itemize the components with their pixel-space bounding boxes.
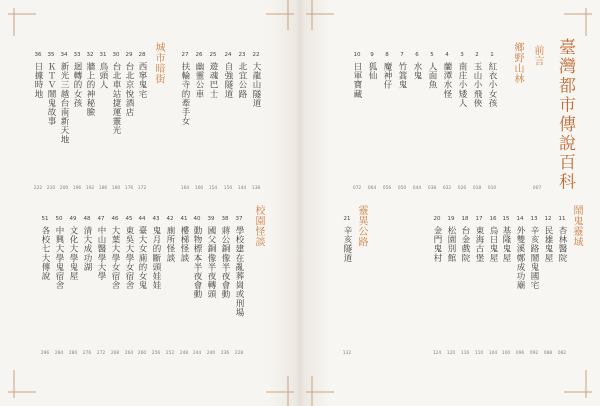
entry-page: 138: [251, 186, 261, 191]
entry-number: 30: [112, 52, 120, 58]
entry-page: 044: [412, 186, 422, 191]
entry-title: 辛亥隧道: [342, 226, 352, 263]
entry-page: 256: [151, 351, 161, 356]
entry-number: 14: [516, 216, 524, 222]
entry-number: 48: [83, 216, 91, 222]
entry-number: 49: [69, 216, 77, 222]
entry-title: 學校建在亂葬崗或刑場: [234, 226, 244, 317]
entry-page: 144: [237, 186, 247, 191]
entry-page: 104: [488, 351, 498, 356]
toc-entry: [190, 0, 204, 406]
entry-title: 烏日鬼屋: [488, 226, 498, 263]
entry-title: 西寧鬼宅: [137, 62, 147, 99]
toc-entry: [204, 0, 218, 406]
entry-title: 鬼月的斷頭娃娃: [151, 226, 161, 290]
entry-page: 264: [124, 351, 134, 356]
toc-entry: [232, 0, 246, 406]
toc-entry: [52, 0, 66, 406]
entry-number: 46: [111, 216, 119, 222]
entry-page: 082: [557, 351, 567, 356]
toc-entry: [472, 0, 486, 406]
entry-page: 240: [206, 351, 216, 356]
entry-title: 日據時地: [33, 62, 43, 99]
entry-page: 210: [46, 186, 56, 191]
entry-number: 42: [166, 216, 174, 222]
toc-entry: [108, 0, 122, 406]
entry-title: 臺大女廁的女鬼: [137, 226, 147, 290]
entry-title: 鳥頭人: [98, 62, 108, 90]
entry-page: 280: [68, 351, 78, 356]
entry-number: 15: [502, 216, 510, 222]
entry-title: 台北京悅酒店: [124, 62, 134, 117]
entry-page: 186: [98, 186, 108, 191]
toc-entry: [486, 0, 500, 406]
entry-number: 23: [238, 52, 246, 58]
entry-title: 南庄小矮人: [457, 62, 467, 108]
entry-title: 外雙溪鄭成功廟: [515, 226, 525, 290]
section-header: 鬧鬼靈域: [571, 205, 582, 247]
entry-title: 辛亥路鬧鬼國宅: [529, 226, 539, 290]
entry-title: 樓梯怪談: [179, 226, 189, 263]
entry-page: 116: [460, 351, 470, 356]
toc-entry: [395, 0, 409, 406]
toc-entry: [430, 0, 444, 406]
entry-number: 21: [343, 216, 351, 222]
entry-number: 50: [55, 216, 63, 222]
toc-entry: [458, 0, 472, 406]
entry-number: 35: [47, 52, 55, 58]
toc-entry: [38, 0, 52, 406]
toc-entry: [499, 0, 513, 406]
entry-number: 40: [193, 216, 201, 222]
entry-number: 9: [370, 52, 374, 58]
toc-entry: [555, 0, 569, 406]
entry-page: 200: [59, 186, 69, 191]
entry-title: 狐仙: [367, 62, 377, 81]
entry-title: 水鬼: [412, 62, 422, 81]
entry-page: 272: [96, 351, 106, 356]
entry-page: 284: [54, 351, 64, 356]
entry-page: 244: [192, 351, 202, 356]
toc-entry: [340, 0, 354, 406]
entry-number: 51: [41, 216, 49, 222]
entry-number: 39: [207, 216, 215, 222]
entry-number: 31: [99, 52, 107, 58]
entry-page: 038: [427, 186, 437, 191]
entry-page: 088: [543, 351, 553, 356]
entry-page: 092: [529, 351, 539, 356]
entry-title: 文化大學鬼屋: [68, 226, 78, 281]
entry-number: 27: [181, 52, 189, 58]
entry-page: 010: [487, 186, 497, 191]
entry-page: 154: [208, 186, 218, 191]
entry-page: 160: [194, 186, 204, 191]
section-header: 城市暗街: [153, 42, 164, 84]
entry-page: 072: [352, 186, 362, 191]
entry-page: 268: [110, 351, 120, 356]
entry-number: 5: [430, 52, 434, 58]
entry-number: 17: [475, 216, 483, 222]
entry-page: 248: [179, 351, 189, 356]
entry-title: 國父銅像半夜轉頭: [206, 226, 216, 299]
entry-number: 11: [558, 216, 566, 222]
section-header: 校園怪談: [253, 205, 264, 247]
entry-title: 紅衣小女孩: [487, 62, 497, 108]
entry-number: 13: [530, 216, 538, 222]
entry-page: 124: [432, 351, 442, 356]
entry-page: 192: [85, 186, 95, 191]
entry-number: 33: [73, 52, 81, 58]
entry-title: 清大成功湖: [82, 226, 92, 272]
entry-page: 056: [382, 186, 392, 191]
entry-title: 民雄鬼屋: [543, 226, 553, 263]
section-column: [354, 0, 368, 406]
entry-title: 日軍寶藏: [352, 62, 362, 99]
entry-number: 25: [209, 52, 217, 58]
entry-page: 228: [234, 351, 244, 356]
entry-number: 24: [224, 52, 232, 58]
entry-page: 064: [367, 186, 377, 191]
entry-number: 6: [415, 52, 419, 58]
entry-number: 7: [400, 52, 404, 58]
entry-page: 150: [223, 186, 233, 191]
entry-title: 杏林醫院: [557, 226, 567, 263]
entry-title: 松園別館: [446, 226, 456, 263]
entry-title: 動物標本半夜會動: [192, 226, 202, 299]
entry-number: 19: [447, 216, 455, 222]
entry-title: 迴轉的女孩: [72, 62, 82, 108]
entry-title: 各校七大傳說: [40, 226, 50, 281]
toc-entry: [122, 0, 136, 406]
entry-number: 22: [252, 52, 260, 58]
entry-number: 3: [460, 52, 464, 58]
entry-title: 台金戲院: [460, 226, 470, 263]
section-header: 靈異公路: [356, 205, 367, 247]
entry-number: 20: [433, 216, 441, 222]
toc-entry: [149, 0, 163, 406]
entry-page: 196: [72, 186, 82, 191]
entry-number: 41: [180, 216, 188, 222]
entry-number: 43: [152, 216, 160, 222]
entry-number: 2: [475, 52, 479, 58]
toc-entry: [66, 0, 80, 406]
toc-entry: [527, 0, 541, 406]
section-header: 鄉野山林: [512, 42, 523, 84]
toc-entry: [135, 0, 149, 406]
entry-number: 16: [489, 216, 497, 222]
toc-entry: [218, 0, 232, 406]
entry-page: 172: [137, 186, 147, 191]
entry-number: 26: [195, 52, 203, 58]
entry-number: 8: [385, 52, 389, 58]
entry-title: 大葉大學女宿舍: [110, 226, 120, 290]
entry-number: 12: [544, 216, 552, 222]
entry-title: 玉山小飛俠: [472, 62, 482, 108]
entry-number: 1: [490, 52, 494, 58]
entry-page: 296: [40, 351, 50, 356]
entry-page: 096: [515, 351, 525, 356]
entry-title: 幽靈公車: [194, 62, 204, 99]
entry-number: 34: [60, 52, 68, 58]
entry-title: 東吳大學女宿舍: [124, 226, 134, 290]
entry-title: 北宜公路: [237, 62, 247, 99]
entry-page: 026: [457, 186, 467, 191]
entry-page: 120: [446, 351, 456, 356]
entry-number: 18: [461, 216, 469, 222]
entry-number: 38: [221, 216, 229, 222]
entry-page: 252: [165, 351, 175, 356]
entry-page: 050: [397, 186, 407, 191]
entry-number: 28: [138, 52, 146, 58]
preface-title: 前言: [532, 45, 543, 66]
section-column: [569, 0, 583, 406]
entry-title: ＫＴＶ鬧鬼故事: [46, 62, 56, 126]
entry-page: 018: [472, 186, 482, 191]
entry-page: 222: [33, 186, 43, 191]
entry-title: 魔神仔: [382, 62, 392, 90]
entry-title: 新光三越台南新天地: [59, 62, 69, 144]
toc-entry: [410, 0, 424, 406]
entry-page: 276: [82, 351, 92, 356]
toc-entry: [80, 0, 94, 406]
toc-entry: [513, 0, 527, 406]
entry-title: 金門鬼村: [432, 226, 442, 263]
section-column: [251, 0, 265, 406]
entry-title: 基隆鬼屋: [501, 226, 511, 263]
entry-number: 37: [235, 216, 243, 222]
entry-page: 110: [474, 351, 484, 356]
entry-page: 164: [180, 186, 190, 191]
entry-title: 蔣公銅像半夜會動: [220, 226, 230, 299]
entry-title: 遊魂巴士: [208, 62, 218, 99]
entry-title: 中興大學鬼宿舍: [54, 226, 64, 290]
entry-page: 032: [442, 186, 452, 191]
entry-number: 29: [125, 52, 133, 58]
entry-number: 32: [86, 52, 94, 58]
toc-entry: [541, 0, 555, 406]
book-title: 臺灣都市傳說百科: [555, 38, 575, 192]
entry-page: 100: [501, 351, 511, 356]
entry-page: 176: [124, 186, 134, 191]
entry-title: 竹篙鬼: [397, 62, 407, 90]
entry-title: 扶輪寺的牽手女: [180, 62, 190, 126]
entry-number: 45: [125, 216, 133, 222]
entry-page: 260: [137, 351, 147, 356]
toc-entry: [163, 0, 177, 406]
entry-title: 台北車站捷運靈光: [111, 62, 121, 135]
entry-title: 東海古堡: [474, 226, 484, 263]
toc-entry: [177, 0, 191, 406]
entry-title: 廁所怪談: [165, 226, 175, 263]
entry-title: 牆上的神秘臉: [85, 62, 95, 117]
toc-entry: [380, 0, 394, 406]
entry-title: 蘭潭水怪: [442, 62, 452, 99]
entry-page: 180: [111, 186, 121, 191]
entry-title: 大龍山隧道: [251, 62, 261, 108]
toc-entry: [444, 0, 458, 406]
entry-page: 132: [342, 351, 352, 356]
entry-title: 自強隧道: [223, 62, 233, 99]
entry-number: 36: [34, 52, 42, 58]
entry-number: 44: [138, 216, 146, 222]
toc-entry: [94, 0, 108, 406]
entry-page: 236: [220, 351, 230, 356]
entry-number: 4: [445, 52, 449, 58]
entry-page: 007: [532, 186, 542, 191]
entry-title: 人面魚: [427, 62, 437, 90]
entry-number: 47: [97, 216, 105, 222]
entry-number: 10: [353, 52, 361, 58]
entry-title: 中山醫學大學: [96, 226, 106, 281]
